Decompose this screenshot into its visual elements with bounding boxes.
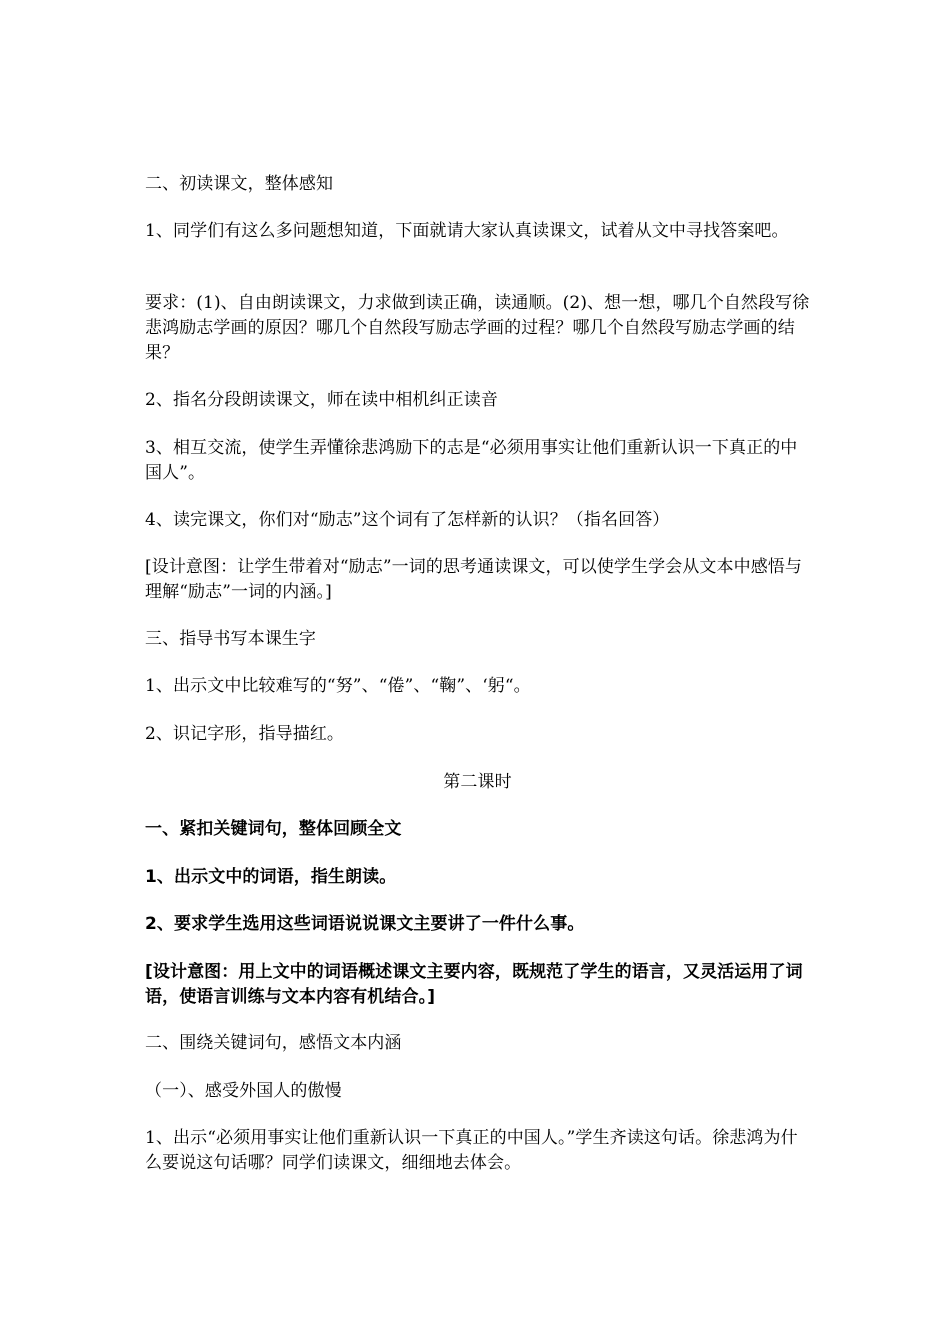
design-intent-note-1: [设计意图：让学生带着对“励志”一词的思考通读课文，可以使学生学会从文本中感悟与理解“励志”一词的内涵。]	[145, 557, 803, 602]
paragraph-difficult-characters: 1、出示文中比较难写的“努”、“倦”、“鞠”、‘躬“。	[145, 676, 531, 696]
section-heading-writing-guide: 三、指导书写本课生字	[145, 629, 316, 649]
document-page	[145, 0, 810, 1344]
paragraph-show-words: 1、出示文中的词语，指生朗读。	[145, 867, 397, 887]
paragraph-tracing: 2、识记字形，指导描红。	[145, 724, 345, 744]
paragraph-step-4: 4、读完课文，你们对“励志”这个词有了怎样新的认识？（指名回答）	[145, 510, 670, 530]
design-intent-note-2: [设计意图：用上文中的词语概述课文主要内容，既规范了学生的语言，又灵活运用了词语，使语言训练与文本内容有机结合。]	[145, 962, 803, 1007]
paragraph-show-sentence: 1、出示“必须用事实让他们重新认识一下真正的中国人。”学生齐读这句话。徐悲鸿为什么要说这句话哪？同学们读课文，细细地去体会。	[145, 1128, 798, 1173]
lesson-two-title: 第二课时	[443, 772, 512, 792]
paragraph-step-3: 3、相互交流，使学生弄懂徐悲鸿励下的志是“必须用事实让他们重新认识一下真正的中国人”。	[145, 438, 798, 483]
section-heading-initial-reading: 二、初读课文，整体感知	[145, 174, 334, 194]
section-heading-key-words-understanding: 二、围绕关键词句，感悟文本内涵	[145, 1033, 402, 1053]
section-heading-key-words-review: 一、紧扣关键词句，整体回顾全文	[145, 819, 402, 839]
paragraph-summarize: 2、要求学生选用这些词语说说课文主要讲了一件什么事。	[145, 914, 585, 934]
paragraph-step-1: 1、同学们有这么多问题想知道，下面就请大家认真读课文，试着从文中寻找答案吧。	[145, 221, 789, 241]
paragraph-requirements: 要求：(1)、自由朗读课文，力求做到读正确，读通顺。(2)、想一想，哪几个自然段写徐悲鸿励志学画的原因？哪几个自然段写励志学画的过程？哪几个自然段写励志学画的结果？	[145, 293, 810, 363]
paragraph-step-2: 2、指名分段朗读课文，师在读中相机纠正读音	[145, 390, 498, 410]
subsection-heading-arrogance: （一）、感受外国人的傲慢	[145, 1081, 342, 1101]
